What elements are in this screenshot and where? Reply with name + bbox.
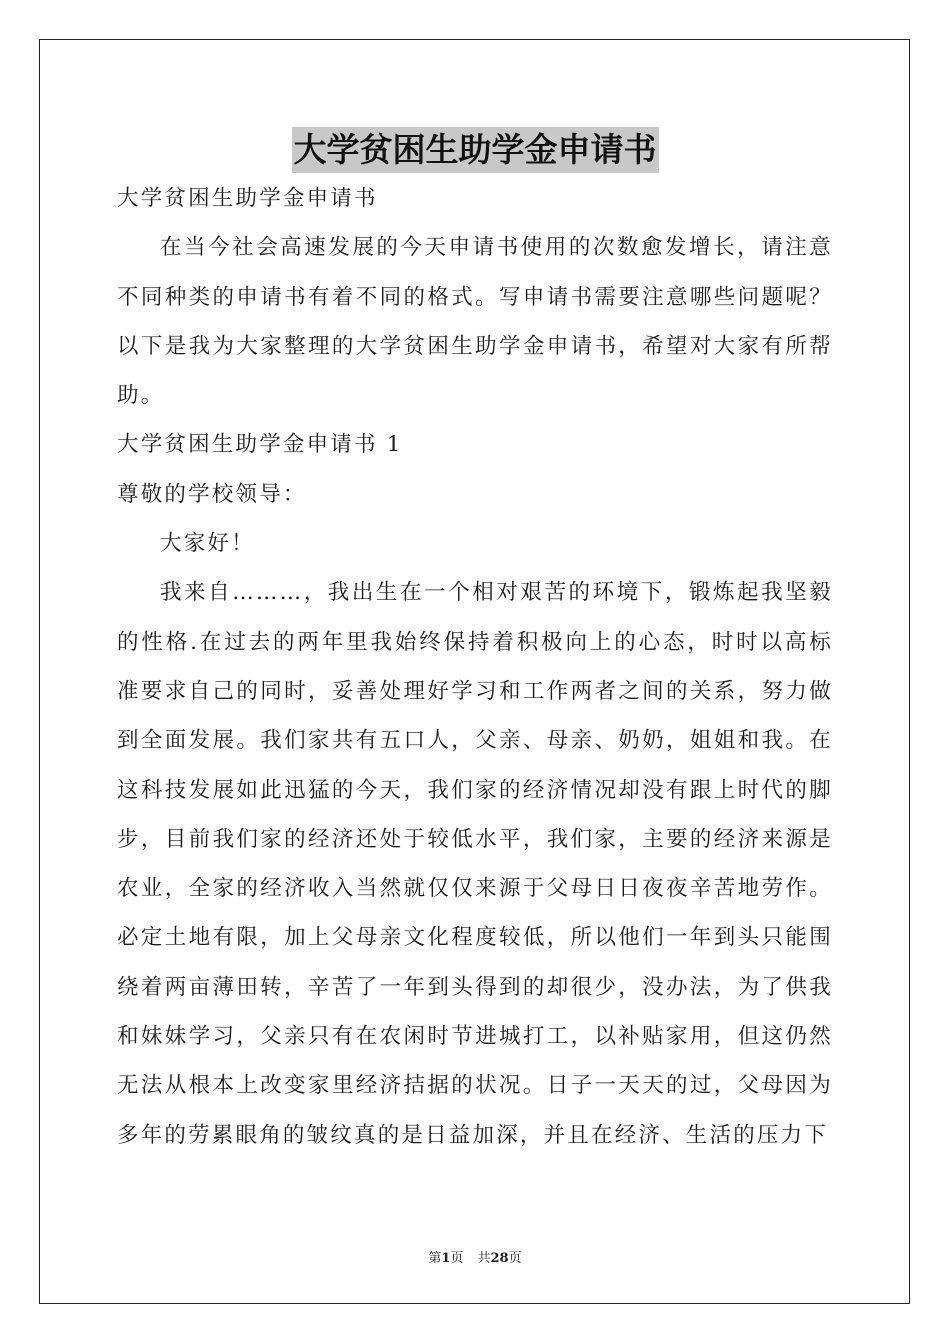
section-heading: 大学贫困生助学金申请书 1 (117, 432, 403, 458)
greeting: 大家好！ (160, 531, 255, 557)
current-page-number: 1 (441, 1251, 451, 1266)
total-page-count: 28 (490, 1251, 509, 1266)
page-prefix: 第 (428, 1251, 442, 1266)
subtitle-paragraph: 大学贫困生助学金申请书 (117, 186, 378, 211)
total-prefix: 共 (477, 1251, 491, 1266)
title-container (0, 127, 950, 173)
page-unit: 页 (450, 1251, 464, 1266)
document-title: 大学贫困生助学金申请书 (292, 127, 659, 173)
body-paragraph: 我来自………，我出生在一个相对艰苦的环境下，锻炼起我坚毅的性格.在过去的两年里我始终保持着积极向上的心态，时时以高标准要求自己的同时，妥善处理好学习和工作两者之间的关系，努力做到全面发展。我们家共有五口人，父亲、母亲、奶奶，姐姐和我。在这科技发展如此迅猛的今天，我们家的经济情况却没有跟上时代的脚步，目前我们家的经济还处于较低水平，我们家，主要的经济来源是农业，全家的经济收入当然就仅仅来源于父母日日夜夜辛苦地劳作。必定土地有限，加上父母亲文化程度较低，所以他们一年到头只能围绕着两亩薄田转，辛苦了一年到头得到的却很少，没办法，为了供我和妹妹学习，父亲只有在农闲时节进城打工，以补贴家用，但这仍然无法从根本上改变家里经济拮据的状况。日子一天天的过，父母因为多年的劳累眼角的皱纹真的是日益加深，并且在经济、生活的压力下 (117, 580, 833, 1148)
total-unit: 页 (508, 1251, 522, 1266)
salutation: 尊敬的学校领导： (117, 481, 307, 507)
document-body (117, 174, 833, 1160)
intro-paragraph: 在当今社会高速发展的今天申请书使用的次数愈发增长，请注意不同种类的申请书有着不同的格式。写申请书需要注意哪些问题呢？以下是我为大家整理的大学贫困生助学金申请书，希望对大家有所帮助。 (117, 235, 833, 409)
page-footer (0, 1247, 950, 1266)
